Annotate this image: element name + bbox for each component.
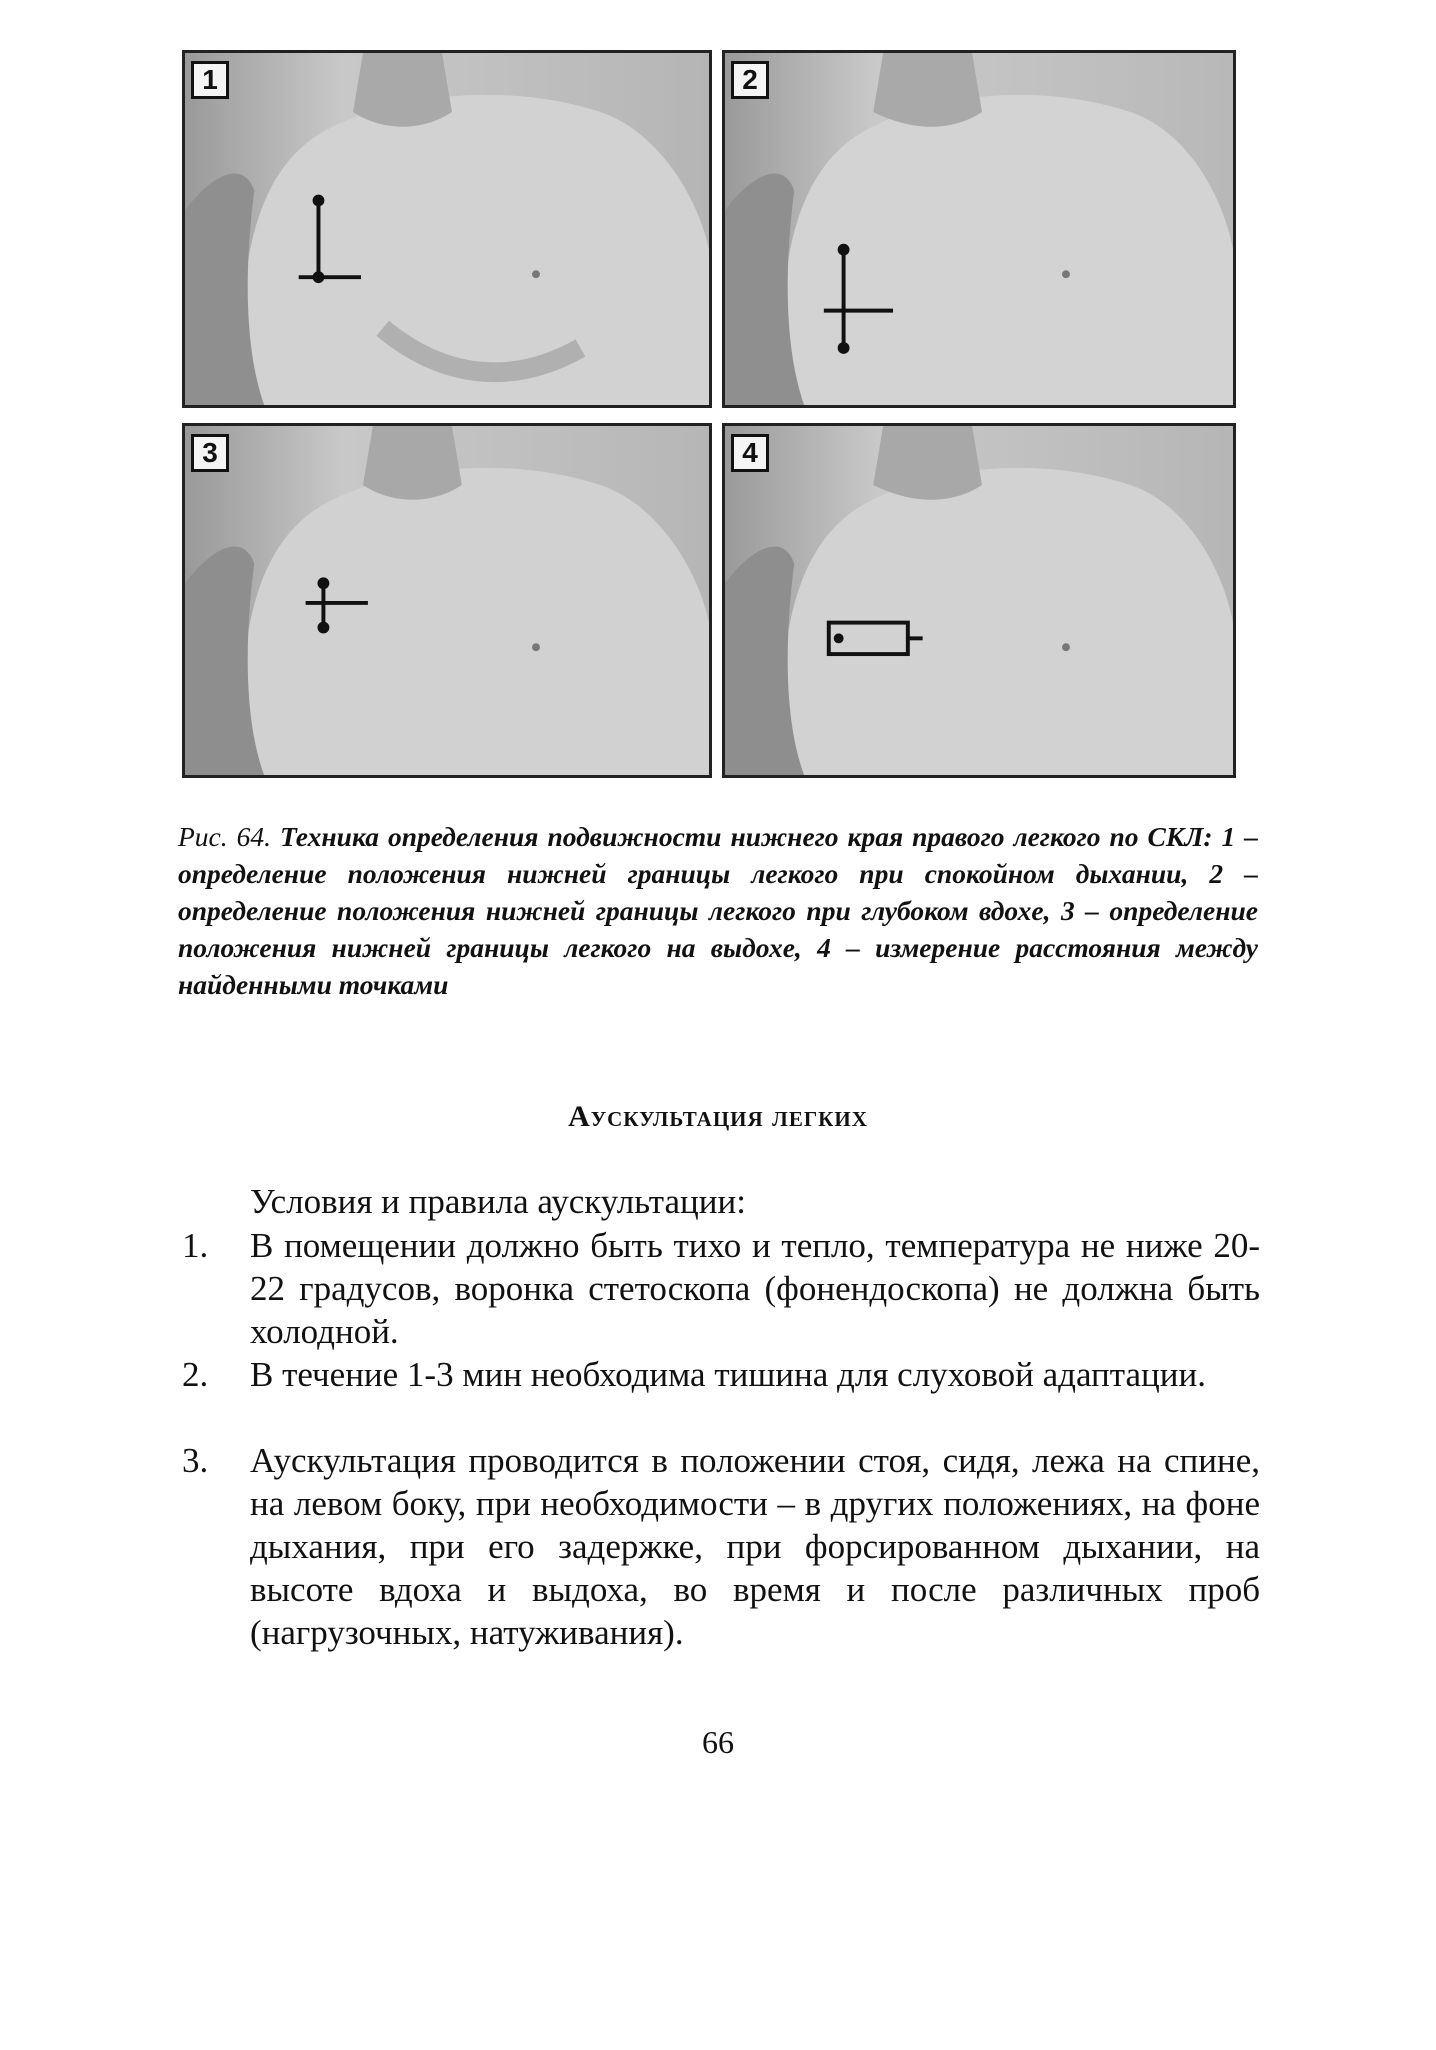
section-heading bbox=[178, 1100, 1258, 1134]
panel-label-2: 2 bbox=[731, 61, 769, 99]
figure-caption-lead: Рис. 64. bbox=[178, 821, 271, 852]
torso-photo-2 bbox=[725, 53, 1233, 405]
figure-panel-4 bbox=[722, 423, 1236, 778]
torso-photo-4 bbox=[725, 426, 1233, 775]
page-number: 66 bbox=[702, 1724, 734, 1760]
figure-caption-text: Техника определения подвижности нижнего края правого легкого по СКЛ: 1 – определение положения нижней границы легкого при спокойном дыхании, 2 – определение положения нижней границы легкого при глубоком вдохе, 3 – определение положения нижней границы легкого на выдохе, 4 – измерение расстояния между найденными точками bbox=[178, 821, 1259, 1000]
figure-caption bbox=[178, 818, 1258, 1003]
list-item-text: Аускультация проводится в положении стоя, сидя, лежа на спине, на левом боку, при необходимости – в других положениях, на фоне дыхания, при его задержке, при форсированном дыхании, на высоте вдоха и выдоха, во время и после различных проб (нагрузочных, натуживания). bbox=[250, 1441, 1260, 1652]
figure-panel-1 bbox=[182, 50, 712, 408]
list-item-text: В течение 1-3 мин необходима тишина для слуховой адаптации. bbox=[250, 1355, 1206, 1394]
list-item bbox=[182, 1439, 1260, 1654]
torso-photo-1 bbox=[185, 53, 709, 405]
panel-label-3: 3 bbox=[191, 434, 229, 472]
list-item bbox=[182, 1353, 1260, 1396]
section-intro: Условия и правила аускультации: bbox=[250, 1182, 746, 1221]
figure-panel-3 bbox=[182, 423, 712, 778]
list-item-text: В помещении должно быть тихо и тепло, температура не ниже 20-22 градусов, воронка стетоскопа (фонендоскопа) не должна быть холодной. bbox=[250, 1226, 1260, 1351]
figure-panel-2 bbox=[722, 50, 1236, 408]
list-item-number: 2. bbox=[182, 1355, 209, 1394]
panel-label-1: 1 bbox=[191, 61, 229, 99]
section-heading-text: Аускультация легких bbox=[568, 1100, 868, 1133]
list-item-number: 3. bbox=[182, 1441, 209, 1480]
torso-photo-3 bbox=[185, 426, 709, 775]
list-item-number: 1. bbox=[182, 1226, 209, 1265]
list-item bbox=[182, 1224, 1260, 1353]
panel-label-4: 4 bbox=[731, 434, 769, 472]
